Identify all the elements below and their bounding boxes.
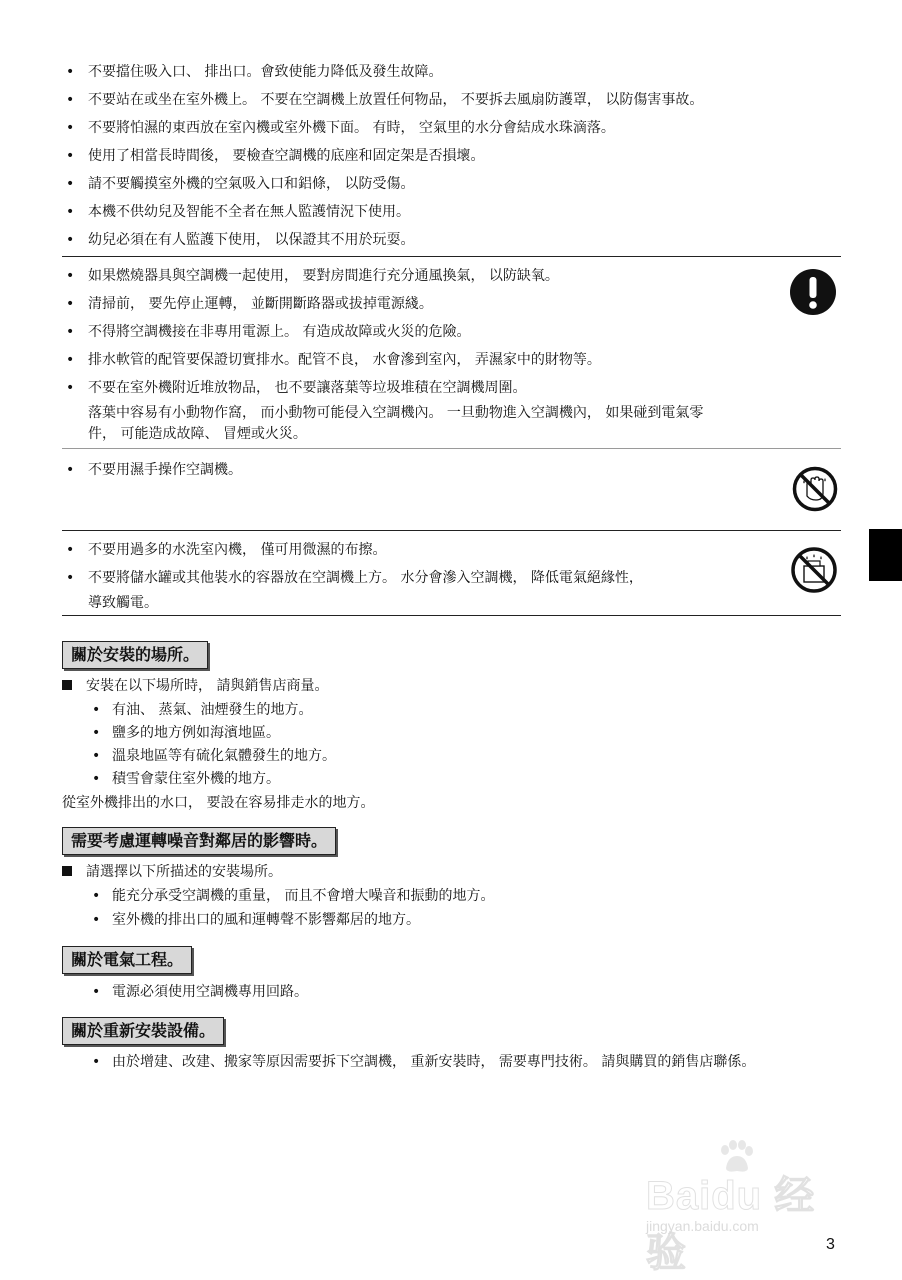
square-bullet-icon — [62, 866, 72, 876]
baidu-watermark: Baidu 经验 jingyan.baidu.com — [646, 1140, 846, 1240]
heading-installation-place: 關於安裝的場所。 — [62, 641, 208, 669]
heading-electrical-work: 關於電氣工程。 — [62, 946, 192, 974]
square-bullet-icon — [62, 680, 72, 690]
heading-noise-consideration: 需要考慮運轉噪音對鄰居的影響時。 — [62, 827, 336, 855]
note-text: 從室外機排出的水口， 要設在容易排走水的地方。 — [62, 795, 375, 811]
section-divider — [62, 448, 841, 449]
section-divider — [62, 615, 841, 616]
section-divider — [62, 256, 841, 257]
mandatory-exclamation-icon — [789, 268, 837, 316]
list-item-continuation: 件， 可能造成故障、 冒煙或火災。 — [88, 426, 307, 442]
square-bullet-item: 請選擇以下所描述的安裝場所。 — [62, 862, 282, 882]
section-divider — [62, 530, 841, 531]
square-bullet-item: 安裝在以下場所時， 請與銷售店商量。 — [62, 676, 328, 696]
list-item-continuation: 落葉中容易有小動物作窩， 而小動物可能侵入空調機內。 一旦動物進入空調機內， 如果碰到電氣零 — [88, 405, 704, 421]
page-number: 3 — [826, 1236, 835, 1253]
no-water-container-icon — [790, 546, 838, 594]
section-tab-marker — [869, 529, 902, 581]
heading-reinstallation: 關於重新安裝設備。 — [62, 1017, 224, 1045]
list-item-continuation: 導致觸電。 — [88, 595, 158, 611]
no-wet-hands-icon — [792, 466, 838, 512]
